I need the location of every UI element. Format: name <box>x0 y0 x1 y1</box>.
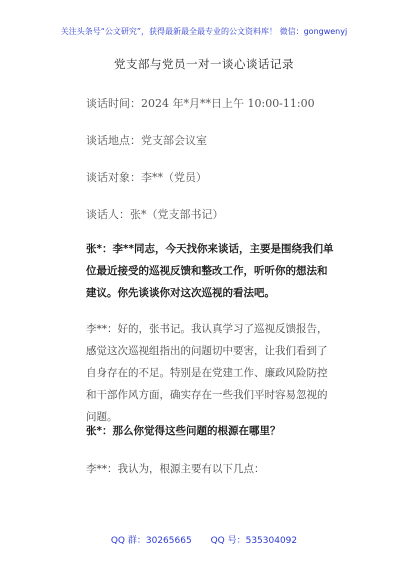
document-title: 党支部与党员一对一谈心谈话记录 <box>114 57 294 71</box>
paragraph-li-answer: 李**：我认为，根源主要有以下几点： <box>86 463 265 475</box>
paragraph-zhang-question: 张*：那么你觉得这些问题的根源在哪里？ <box>86 425 281 437</box>
footer-qq-number: QQ 号：535304092 <box>210 536 298 546</box>
paragraph-zhang-opening: 张*：李**同志，今天找你来谈话，主要是围绕我们单位最近接受的巡视反馈和整改工作，听听你的想法和建议。你先谈谈你对这次巡视的看法吧。 <box>86 243 334 299</box>
meeting-time-line: 谈话时间：2024 年*月**日上午 10:00-11:00 <box>86 97 315 110</box>
meeting-place-line: 谈话地点：党支部会议室 <box>86 134 207 147</box>
header-banner: 关注头条号“公文研究”，获得最新最全最专业的公文资料库！ 微信：gongwenyj <box>60 27 348 36</box>
paragraph-li-response: 李**：好的，张书记。我认真学习了巡视反馈报告，感觉这次巡视组指出的问题切中要害，让我们看到了自身存在的不足。特别是在党建工作、廉政风险防控和干部作风方面，确实存在一些我们平时容易忽视的问题。 <box>86 323 328 423</box>
footer-contact <box>0 533 408 546</box>
meeting-target-line: 谈话对象：李**（党员） <box>86 171 207 184</box>
speaker-line: 谈话人：张*（党支部书记） <box>86 208 224 221</box>
footer-qq-group: QQ 群：30265665 <box>110 536 192 546</box>
